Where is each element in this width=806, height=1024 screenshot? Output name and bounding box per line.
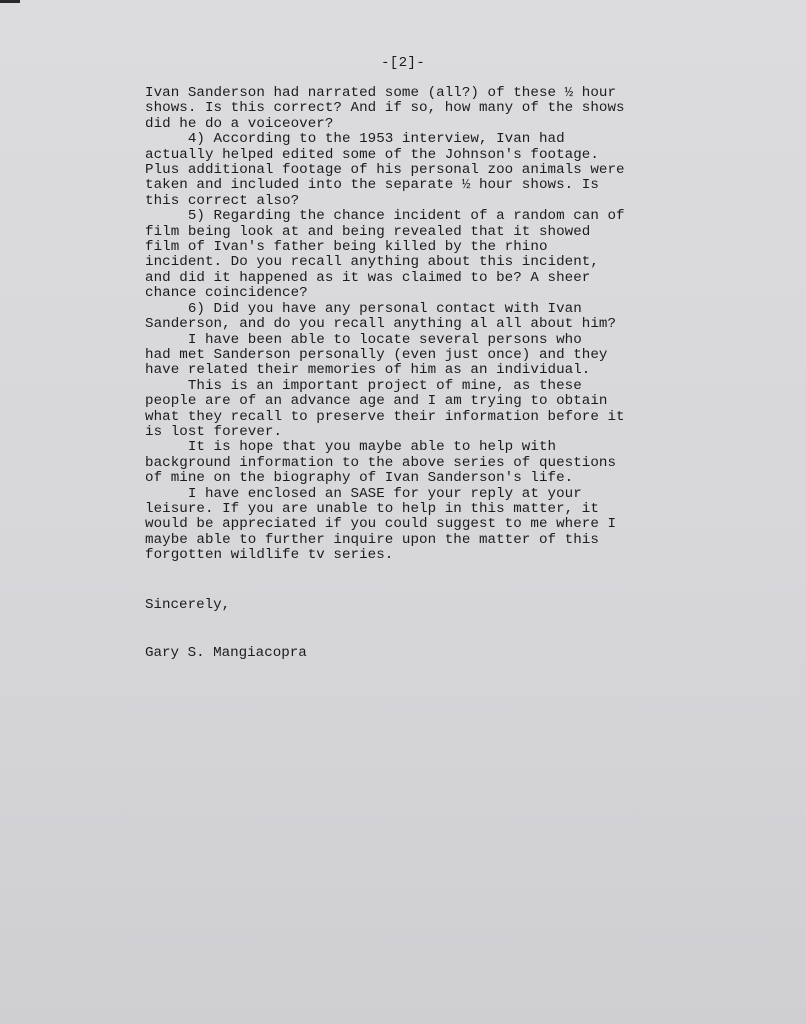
body-line: actually helped edited some of the Johnson's footage. — [145, 146, 599, 163]
signature-name: Gary S. Mangiacopra — [145, 645, 307, 661]
body-line: Plus additional footage of his personal zoo animals were — [145, 162, 625, 179]
scan-corner-mark — [0, 0, 20, 3]
body-line: 6) Did you have any personal contact with Ivan — [145, 300, 582, 317]
body-line: have related their memories of him as an individual. — [145, 362, 591, 379]
body-line: 4) According to the 1953 interview, Ivan had — [145, 131, 565, 148]
body-line: Sanderson, and do you recall anything al all about him? — [145, 316, 617, 333]
body-line: Ivan Sanderson had narrated some (all?) of these ½ hour — [145, 85, 617, 101]
body-line: taken and included into the separate ½ hour shows. Is — [145, 177, 599, 194]
body-line: I have enclosed an SASE for your reply at your — [145, 485, 582, 502]
body-line: this correct also? — [145, 192, 300, 209]
body-line: would be appreciated if you could suggest to me where I — [145, 516, 617, 533]
body-line: and did it happened as it was claimed to be? A sheer — [145, 269, 591, 286]
body-line: maybe able to further inquire upon the matter of this — [145, 531, 599, 548]
body-line: forgotten wildlife tv series. — [145, 547, 394, 564]
body-line: had met Sanderson personally (even just once) and they — [145, 346, 608, 363]
body-line: background information to the above series of questions — [145, 454, 617, 471]
body-line: 5) Regarding the chance incident of a random can of — [145, 208, 625, 225]
body-line: is lost forever. — [145, 423, 283, 440]
letter-body — [145, 86, 685, 564]
closing-salutation: Sincerely, — [145, 597, 231, 613]
body-line: It is hope that you maybe able to help with — [145, 439, 557, 456]
body-line: I have been able to locate several persons who — [145, 331, 582, 348]
body-line: people are of an advance age and I am trying to obtain — [145, 393, 608, 410]
body-line: what they recall to preserve their information before it — [145, 408, 625, 425]
body-line: did he do a voiceover? — [145, 115, 334, 132]
body-line: shows. Is this correct? And if so, how many of the shows — [145, 100, 625, 117]
body-line: film being look at and being revealed that it showed — [145, 223, 591, 240]
page-number: -[2]- — [380, 55, 426, 71]
body-line: This is an important project of mine, as these — [145, 377, 582, 394]
body-line: of mine on the biography of Ivan Sanderson's life. — [145, 470, 574, 487]
body-line: incident. Do you recall anything about this incident, — [145, 254, 599, 271]
body-line: leisure. If you are unable to help in this matter, it — [145, 500, 599, 517]
body-line: film of Ivan's father being killed by the rhino — [145, 239, 548, 256]
body-line: chance coincidence? — [145, 285, 308, 302]
